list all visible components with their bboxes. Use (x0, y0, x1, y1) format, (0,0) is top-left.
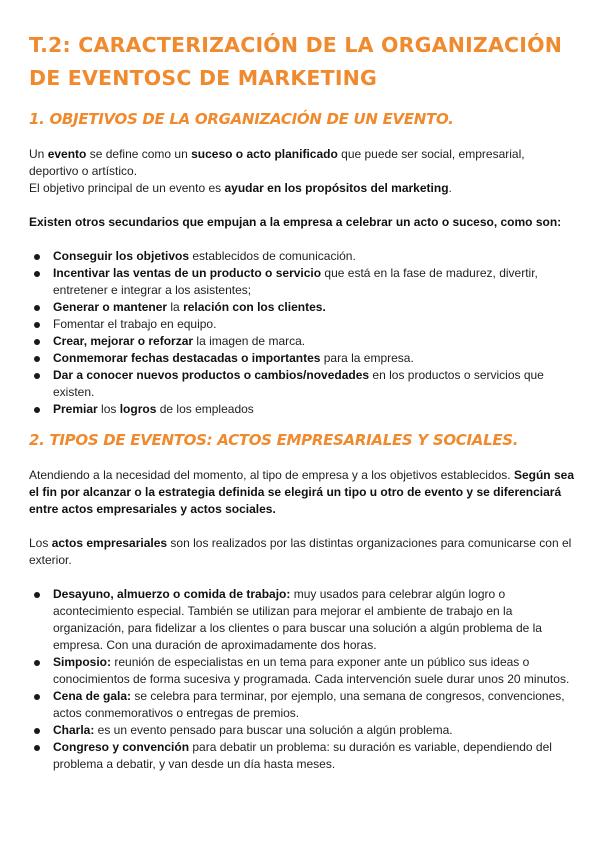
list-item: Cena de gala: se celebra para terminar, por ejemplo, una semana de congresos, convenciones, actos conmemorativos o entregas de premios. (29, 688, 574, 722)
bullet-icon (34, 728, 40, 734)
list-item: Charla: es un evento pensado para buscar una solución a algún problema. (29, 722, 574, 739)
list-item: Premiar los logros de los empleados (29, 401, 574, 418)
section-heading-objetivos: 1. OBJETIVOS DE LA ORGANIZACIÓN DE UN EVENTO. (29, 110, 454, 128)
bullet-icon (34, 694, 40, 700)
bullet-icon (34, 745, 40, 751)
objetivos-list (29, 248, 574, 418)
paragraph-objetivo-principal: El objetivo principal de un evento es ayudar en los propósitos del marketing. (29, 181, 452, 195)
paragraph-evento-definicion: Un evento se define como un suceso o acto planificado que puede ser social, empresarial, deportivo o artístico. (29, 147, 525, 178)
list-item: Congreso y convención para debatir un problema: su duración es variable, dependiendo del problema a debatir, y van desde un día hasta meses. (29, 739, 574, 773)
bullet-icon (34, 322, 40, 328)
list-item: Fomentar el trabajo en equipo. (29, 316, 574, 333)
list-item: Conseguir los objetivos establecidos de comunicación. (29, 248, 574, 265)
list-item: Generar o mantener la relación con los clientes. (29, 299, 574, 316)
list-item: Crear, mejorar o reforzar la imagen de marca. (29, 333, 574, 350)
bullet-icon (34, 271, 40, 277)
bullet-icon (34, 356, 40, 362)
paragraph-objetivos-secundarios: Existen otros secundarios que empujan a la empresa a celebrar un acto o suceso, como son: (29, 215, 562, 229)
list-item: Conmemorar fechas destacadas o importantes para la empresa. (29, 350, 574, 367)
bullet-icon (34, 592, 40, 598)
document-page (29, 29, 574, 773)
bullet-icon (34, 373, 40, 379)
paragraph-actos-empresariales: Los actos empresariales son los realizados por las distintas organizaciones para comunicarse con el exterior. (29, 536, 572, 567)
list-item: Incentivar las ventas de un producto o servicio que está en la fase de madurez, divertir, entretener e integrar a los asistentes; (29, 265, 574, 299)
actos-empresariales-list (29, 586, 574, 773)
bullet-icon (34, 407, 40, 413)
list-item: Dar a conocer nuevos productos o cambios/novedades en los productos o servicios que existen. (29, 367, 574, 401)
bullet-icon (34, 339, 40, 345)
bullet-icon (34, 305, 40, 311)
page-title: T.2: CARACTERIZACIÓN DE LA ORGANIZACIÓN DE EVENTOSC DE MARKETING (29, 33, 563, 90)
bullet-icon (34, 254, 40, 260)
section-heading-tipos-eventos: 2. TIPOS DE EVENTOS: ACTOS EMPRESARIALES Y SOCIALES. (29, 431, 519, 449)
paragraph-tipos-intro: Atendiendo a la necesidad del momento, al tipo de empresa y a los objetivos establecidos. Según sea el fin por alcanzar o la estrategia definida se elegirá un tipo u otro de evento y se diferenciará entre actos empresariales y actos sociales. (29, 468, 574, 516)
list-item: Simposio: reunión de especialistas en un tema para exponer ante un público sus ideas o conocimientos de forma sucesiva y programada. Cada intervención suele durar unos 20 minutos. (29, 654, 574, 688)
list-item: Desayuno, almuerzo o comida de trabajo: muy usados para celebrar algún logro o acontecimiento especial. También se utilizan para mejorar el ambiente de trabajo en la organización, para fidelizar a los clientes o para buscar una solución a algún problema de la empresa. Con una duración de aproximadamente dos horas. (29, 586, 574, 654)
bullet-icon (34, 660, 40, 666)
